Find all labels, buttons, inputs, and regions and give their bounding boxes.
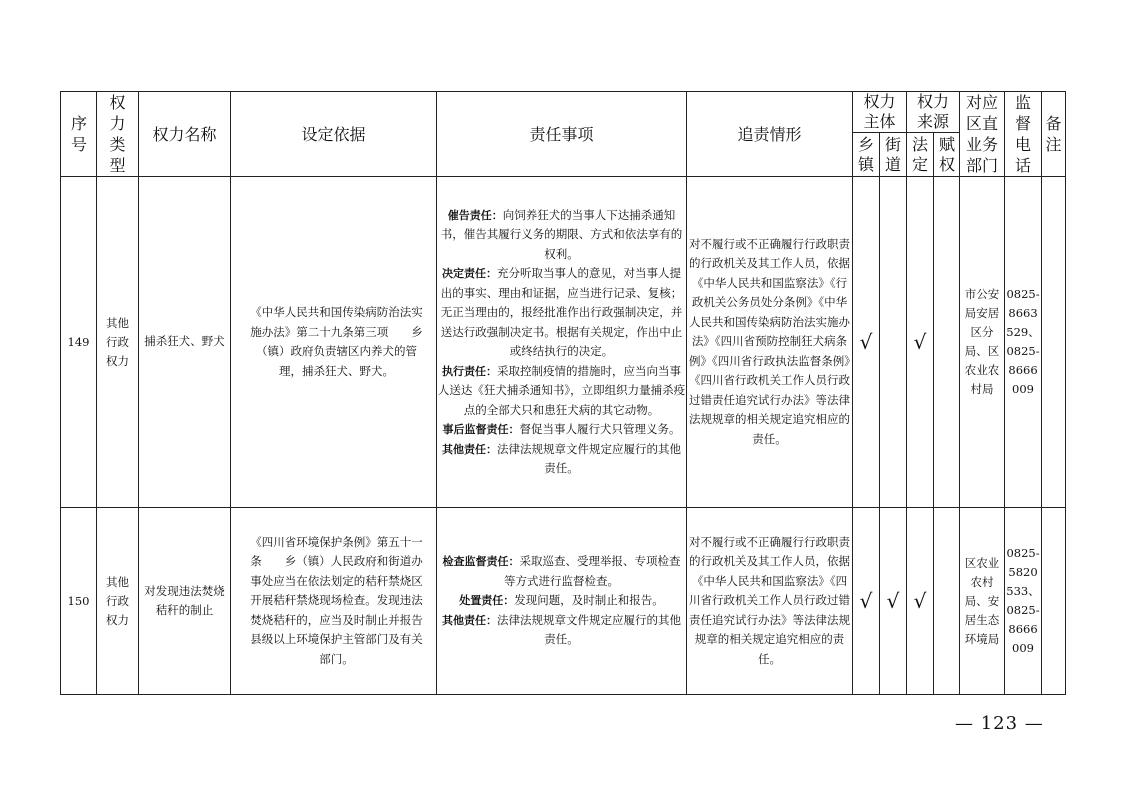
table-row <box>61 177 1066 508</box>
duty-label: 决定责任： <box>442 267 497 280</box>
duty-label: 处置责任： <box>459 594 515 608</box>
header-subject-street: 街道 <box>880 133 907 177</box>
duty-label: 执行责任： <box>442 364 497 378</box>
row-duties <box>437 177 687 508</box>
row-remark <box>1042 508 1066 695</box>
row-seq: 149 <box>61 177 97 508</box>
row-remark <box>1042 177 1066 508</box>
header-dept: 对应区直业务部门 <box>960 92 1005 177</box>
row-basis: 《中华人民共和国传染病防治法实施办法》第二十九条第三项 乡（镇）政府负责辖区内养犬的管理，捕杀狂犬、野犬。 <box>231 177 437 508</box>
page-number: — 123 — <box>955 713 1044 734</box>
row-name: 对发现违法焚烧秸秆的制止 <box>139 508 231 695</box>
header-subject: 权力主体 <box>853 92 907 133</box>
header-type: 权力类型 <box>97 92 139 177</box>
duty-item <box>437 206 686 265</box>
duty-text: 发现问题，及时制止和报告。 <box>514 593 664 608</box>
row-type: 其他行政权力 <box>97 177 139 508</box>
row-name: 捕杀狂犬、野犬 <box>139 177 231 508</box>
duty-label: 检查监督责任： <box>442 555 520 569</box>
row-grant-check <box>934 508 960 695</box>
row-accountability: 对不履行或不正确履行行政职责的行政机关及其工作人员，依据《中华人民共和国监察法》《行政机关公务员处分条例》《中华人民共和国传染病防治法实施办法》《四川省预防控制狂犬病条例》《四川省行政执法监督条例》《四川省行政机关工作人员行政过错责任追究试行办法》等法律法规规章的相关规定追究相应的责任。 <box>687 177 853 508</box>
row-street-check <box>880 177 907 508</box>
row-law-check: √ <box>907 177 934 508</box>
row-phone: 0825-8663529、0825-8666009 <box>1005 177 1042 508</box>
row-dept: 区农业农村局、安居生态环境局 <box>960 508 1005 695</box>
duty-item <box>437 420 686 440</box>
row-phone: 0825-5820533、0825-8666009 <box>1005 508 1042 695</box>
row-dept: 市公安局安居区分局、区农业农村局 <box>960 177 1005 508</box>
row-accountability: 对不履行或不正确履行行政职责的行政机关及其工作人员，依据《中华人民共和国监察法》《四川省行政机关工作人员行政过错责任追究试行办法》等法律法规规章的相关规定追究相应的责任。 <box>687 508 853 695</box>
powers-table <box>60 91 1066 695</box>
row-type: 其他行政权力 <box>97 508 139 695</box>
duty-text: 充分听取当事人的意见，对当事人提出的事实、理由和证据，应当进行记录、复核；无正当理由的，报经批准作出行政强制决定，并送达行政强制决定书。根据有关规定，作出中止或终结执行的决定。 <box>440 266 683 358</box>
duty-item <box>437 264 686 362</box>
duty-text: 督促当事人履行犬只管理义务。 <box>519 422 681 436</box>
duty-label: 事后监督责任： <box>442 423 520 436</box>
duty-label: 其他责任： <box>442 442 497 456</box>
row-town-check: √ <box>853 508 880 695</box>
header-subject-town: 乡镇 <box>853 133 880 177</box>
header-name: 权力名称 <box>139 92 231 177</box>
header-duty: 责任事项 <box>437 92 687 177</box>
duty-item <box>437 591 686 611</box>
header-accountability: 追责情形 <box>687 92 853 177</box>
header-source: 权力来源 <box>907 92 960 133</box>
row-basis: 《四川省环境保护条例》第五十一条 乡（镇）人民政府和街道办事处应当在依法划定的秸秆禁烧区开展秸秆禁烧现场检查。发现违法焚烧秸秆的，应当及时制止并报告县级以上环境保护主管部门及有关部门。 <box>231 508 437 695</box>
table-row <box>61 508 1066 695</box>
duty-text: 法律法规规章文件规定应履行的其他责任。 <box>497 441 681 475</box>
duty-label: 其他责任： <box>442 613 497 627</box>
duty-item <box>437 611 686 650</box>
duty-item <box>437 552 686 591</box>
row-grant-check <box>934 177 960 508</box>
header-seq: 序号 <box>61 92 97 177</box>
row-duties <box>437 508 687 695</box>
duty-text: 采取控制疫情的措施时，应当向当事人送达《狂犬捕杀通知书》，立即组织力量捕杀疫点的全部犬只和患狂犬病的其它动物。 <box>437 363 686 417</box>
header-source-grant: 赋权 <box>934 133 960 177</box>
header-source-law: 法定 <box>907 133 934 177</box>
header-remark: 备注 <box>1042 92 1066 177</box>
row-town-check: √ <box>853 177 880 508</box>
header-row-1 <box>61 92 1066 133</box>
duty-item <box>437 362 686 421</box>
row-law-check: √ <box>907 508 934 695</box>
duty-item <box>437 440 686 479</box>
row-seq: 150 <box>61 508 97 695</box>
header-phone: 监督电话 <box>1005 92 1042 177</box>
duty-text: 法律法规规章文件规定应履行的其他责任。 <box>497 612 681 647</box>
row-street-check: √ <box>880 508 907 695</box>
duty-text: 采取巡查、受理举报、专项检查等方式进行监督检查。 <box>504 554 681 588</box>
header-basis: 设定依据 <box>231 92 437 177</box>
duty-text: 向饲养狂犬的当事人下达捕杀通知书，催告其履行义务的期限、方式和依法享有的权利。 <box>440 207 683 261</box>
duty-label: 催告责任： <box>447 208 503 222</box>
